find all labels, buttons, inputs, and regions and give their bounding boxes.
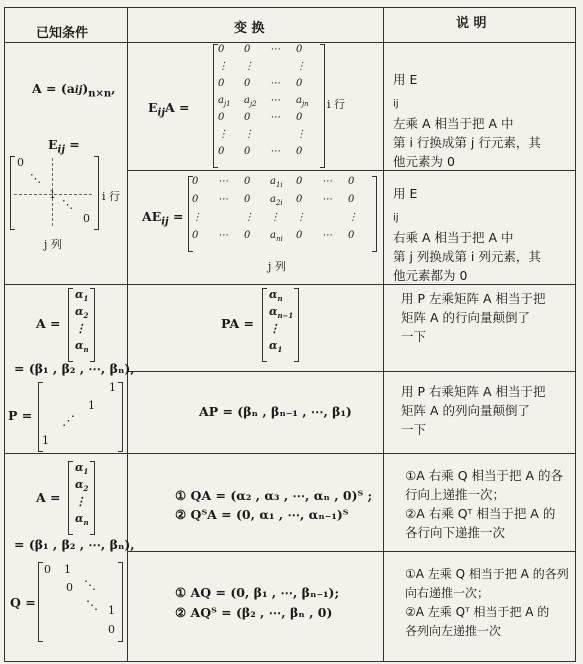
row-divider-5	[127, 551, 575, 552]
header-divider	[4, 42, 576, 43]
p-antidiag-dots: ⋰	[62, 414, 75, 429]
row2-matrix-cell: 0	[348, 194, 355, 205]
row1-lhs: $E_{ij}A$ =	[148, 100, 190, 119]
row2-matrix-cell: 0	[244, 194, 251, 205]
row2-matrix-cell: $a_{2i}$	[270, 194, 283, 207]
q-cell-one-bottom: 1	[108, 604, 115, 617]
header-explain: 说 明	[456, 16, 487, 31]
row4-betas: = (β₁ , β₂ , ⋯, βₙ),	[14, 361, 135, 376]
row2-matrix-cell: ⋯	[322, 176, 332, 187]
row1-matrix-cell: 0	[296, 78, 303, 89]
row5-betas: = (β₁ , β₂ , ⋯, βₙ),	[14, 537, 135, 552]
row4-note: 用 P 右乘矩阵 A 相当于把 矩阵 A 的列向量颠倒了 一下	[401, 384, 546, 437]
header-transform: 变 换	[234, 21, 265, 36]
q-cell-2: 0	[66, 581, 73, 594]
row1-matrix-cell: ⋯	[270, 78, 280, 89]
eij-label: $E_{ij}$ =	[48, 137, 80, 156]
row3-lhs: PA =	[221, 316, 255, 331]
row3-result-entry: $\alpha_{n-1}$	[269, 305, 294, 321]
row1-matrix-cell: $a_{j1}$	[218, 95, 231, 108]
row2-lhs: $AE_{ij}$ =	[142, 209, 184, 228]
eij-cell-one: 1	[49, 188, 56, 201]
row2-matrix-cell: 0	[244, 176, 251, 187]
row2-matrix-cell: ⋮	[296, 212, 306, 223]
row1-matrix	[218, 44, 320, 166]
p-matrix-right	[118, 382, 123, 452]
row1-matrix-cell: ⋮	[218, 61, 228, 72]
row2-matrix-cell: ⋯	[218, 194, 228, 205]
row3-result-right	[294, 288, 299, 362]
row3-alphas-entry: $\alpha_1$	[75, 288, 89, 304]
top-border	[4, 7, 576, 8]
row2-matrix-cell: ⋯	[218, 230, 228, 241]
row3-alphas-entry: $\alpha_2$	[75, 305, 89, 321]
eij-right-bracket	[94, 156, 99, 230]
col-divider-2	[383, 7, 384, 662]
q-cell-0: 0	[44, 563, 51, 576]
row2-matrix-cell: ⋮	[348, 212, 358, 223]
row2-matrix-cell: ⋮	[192, 212, 202, 223]
eij-row-dash	[14, 194, 92, 195]
row1-matrix-cell: 0	[218, 146, 225, 157]
row5-alphas-entry: $\alpha_2$	[75, 478, 89, 494]
known-a-definition: $A = (aij)_{n\times n}$,	[32, 81, 116, 100]
row1-matrix-cell: 0	[244, 78, 251, 89]
eij-col-dash	[52, 158, 53, 226]
eij-col-label: j 列	[44, 238, 62, 251]
row4-formula: AP = (βₙ , βₙ₋₁ , ⋯, β₁)	[199, 404, 352, 419]
row2-matrix-cell: $a_{1i}$	[270, 176, 283, 189]
row-divider-4	[4, 453, 576, 454]
row5-alpha-column	[72, 461, 90, 533]
row5-known-a: A =	[36, 490, 61, 505]
q-diag-2: ⋱	[86, 598, 98, 612]
row5-alpha-right	[90, 461, 95, 535]
row5-formula-2: ② QᵀA = (0, α₁ , ⋯, αₙ₋₁)ᵀ	[175, 507, 349, 522]
row3-alphas-entry: ⋮	[75, 322, 86, 335]
p-one-bottom: 1	[42, 434, 49, 447]
eij-diag-top: ⋱	[30, 172, 41, 185]
row6-note: ①A 左乘 Q 相当于把 A 的各列 向右递推一次； ②A 左乘 Qᵀ 相当于把 A 的 各列向左递推一次	[405, 567, 569, 638]
row1-matrix-cell: ⋮	[244, 61, 254, 72]
row2-note: 用 E $_{ij}$ 右乘 A 相当于把 A 中 第 j 列换成第 i 列元素，其 他元素都为 0	[393, 186, 541, 283]
row2-matrix-cell: 0	[192, 194, 199, 205]
row3-known-a: A =	[36, 316, 61, 331]
row1-row-label: i 行	[327, 98, 346, 111]
eij-cell-zero-bottom: 0	[83, 212, 90, 225]
row3-result-entry: $\alpha_1$	[269, 339, 283, 355]
q-label: Q =	[10, 595, 36, 610]
q-matrix-right	[118, 562, 123, 642]
row2-matrix-cell: ⋮	[270, 212, 280, 223]
q-cell-1: 1	[64, 563, 71, 576]
row5-alphas-entry: ⋮	[75, 495, 86, 508]
row6-formula-1: ① AQ = (0, β₁ , ⋯, βₙ₋₁);	[175, 585, 340, 600]
row1-matrix-cell: 0	[218, 44, 225, 55]
row2-matrix-cell: 0	[348, 176, 355, 187]
right-border	[575, 7, 576, 662]
eij-cell-zero-top: 0	[17, 156, 24, 169]
row1-matrix-cell: ⋮	[244, 129, 254, 140]
row2-matrix-cell: ⋯	[322, 194, 332, 205]
row1-matrix-right	[320, 44, 325, 168]
row2-matrix-cell: 0	[296, 194, 303, 205]
row1-matrix-cell: ⋯	[270, 112, 280, 123]
row2-col-label: j 列	[268, 260, 286, 273]
row1-matrix-cell: 0	[296, 44, 303, 55]
row1-matrix-cell: 0	[244, 146, 251, 157]
left-border	[4, 7, 5, 662]
row2-matrix	[192, 176, 372, 250]
row2-matrix-cell: 0	[192, 230, 199, 241]
eij-diag-bottom: ⋱	[62, 198, 73, 211]
row5-alphas-entry: $\alpha_n$	[75, 512, 89, 528]
row5-alphas-entry: $\alpha_1$	[75, 461, 89, 477]
row2-matrix-cell: ⋮	[244, 212, 254, 223]
row3-result-entry: $\alpha_n$	[269, 288, 283, 304]
header-known: 已知条件	[36, 26, 89, 41]
row3-alphas-entry: $\alpha_n$	[75, 339, 89, 355]
q-diag-1: ⋱	[84, 578, 96, 592]
row1-matrix-cell: ⋯	[270, 95, 280, 106]
row3-alpha-column	[72, 288, 90, 360]
row2-matrix-cell: 0	[348, 230, 355, 241]
row3-result-entry: ⋮	[269, 322, 280, 335]
row1-note: 用 E $_{ij}$ 左乘 A 相当于把 A 中 第 i 行换成第 j 行元素，其 他元素为 0	[393, 72, 541, 169]
row1-matrix-cell: ⋯	[270, 44, 280, 55]
row2-matrix-cell: 0	[296, 176, 303, 187]
row3-alpha-right	[90, 288, 95, 362]
row4-p-label: P =	[8, 408, 33, 423]
row1-matrix-cell: 0	[244, 44, 251, 55]
row2-matrix-right	[372, 176, 377, 252]
row-divider-3	[127, 371, 575, 372]
bottom-border	[4, 661, 576, 662]
row2-matrix-cell: ⋯	[218, 176, 228, 187]
eij-row-label: i 行	[102, 190, 121, 203]
row2-matrix-cell: 0	[192, 176, 199, 187]
col-divider-1	[127, 7, 128, 662]
row1-matrix-cell: ⋮	[296, 129, 306, 140]
row1-matrix-cell: ⋮	[218, 129, 228, 140]
p-one-mid: 1	[88, 399, 95, 412]
p-one-top: 1	[109, 381, 116, 394]
eij-left-bracket	[10, 156, 15, 230]
row5-note: ①A 右乘 Q 相当于把 A 的各 行向上递推一次； ②A 右乘 Qᵀ 相当于把 A 的 各行向下递推一次	[405, 468, 564, 540]
row2-matrix-cell: 0	[244, 230, 251, 241]
q-matrix-left	[38, 562, 43, 642]
row1-matrix-cell: 0	[218, 112, 225, 123]
row1-matrix-cell: $a_{jn}$	[296, 95, 309, 108]
row1-matrix-cell: 0	[218, 78, 225, 89]
row1-matrix-cell: $a_{j2}$	[244, 95, 257, 108]
row1-matrix-cell: 0	[296, 146, 303, 157]
row2-matrix-cell: ⋯	[322, 230, 332, 241]
row1-matrix-cell: 0	[296, 112, 303, 123]
row1-matrix-cell: 0	[244, 112, 251, 123]
row1-matrix-cell: ⋮	[296, 61, 306, 72]
row2-matrix-cell: 0	[296, 230, 303, 241]
row2-matrix-cell: $a_{ni}$	[270, 230, 283, 243]
row6-formula-2: ② AQᵀ = (β₂ , ⋯, βₙ , 0)	[175, 605, 333, 620]
row1-matrix-cell: ⋯	[270, 146, 280, 157]
row3-result-column	[266, 288, 294, 360]
row3-note: 用 P 左乘矩阵 A 相当于把 矩阵 A 的行向量颠倒了 一下	[401, 291, 546, 344]
row5-formula-1: ① QA = (α₂ , α₃ , ⋯, αₙ , 0)ᵀ ;	[175, 488, 373, 503]
q-cell-zero-bottom: 0	[108, 623, 115, 636]
